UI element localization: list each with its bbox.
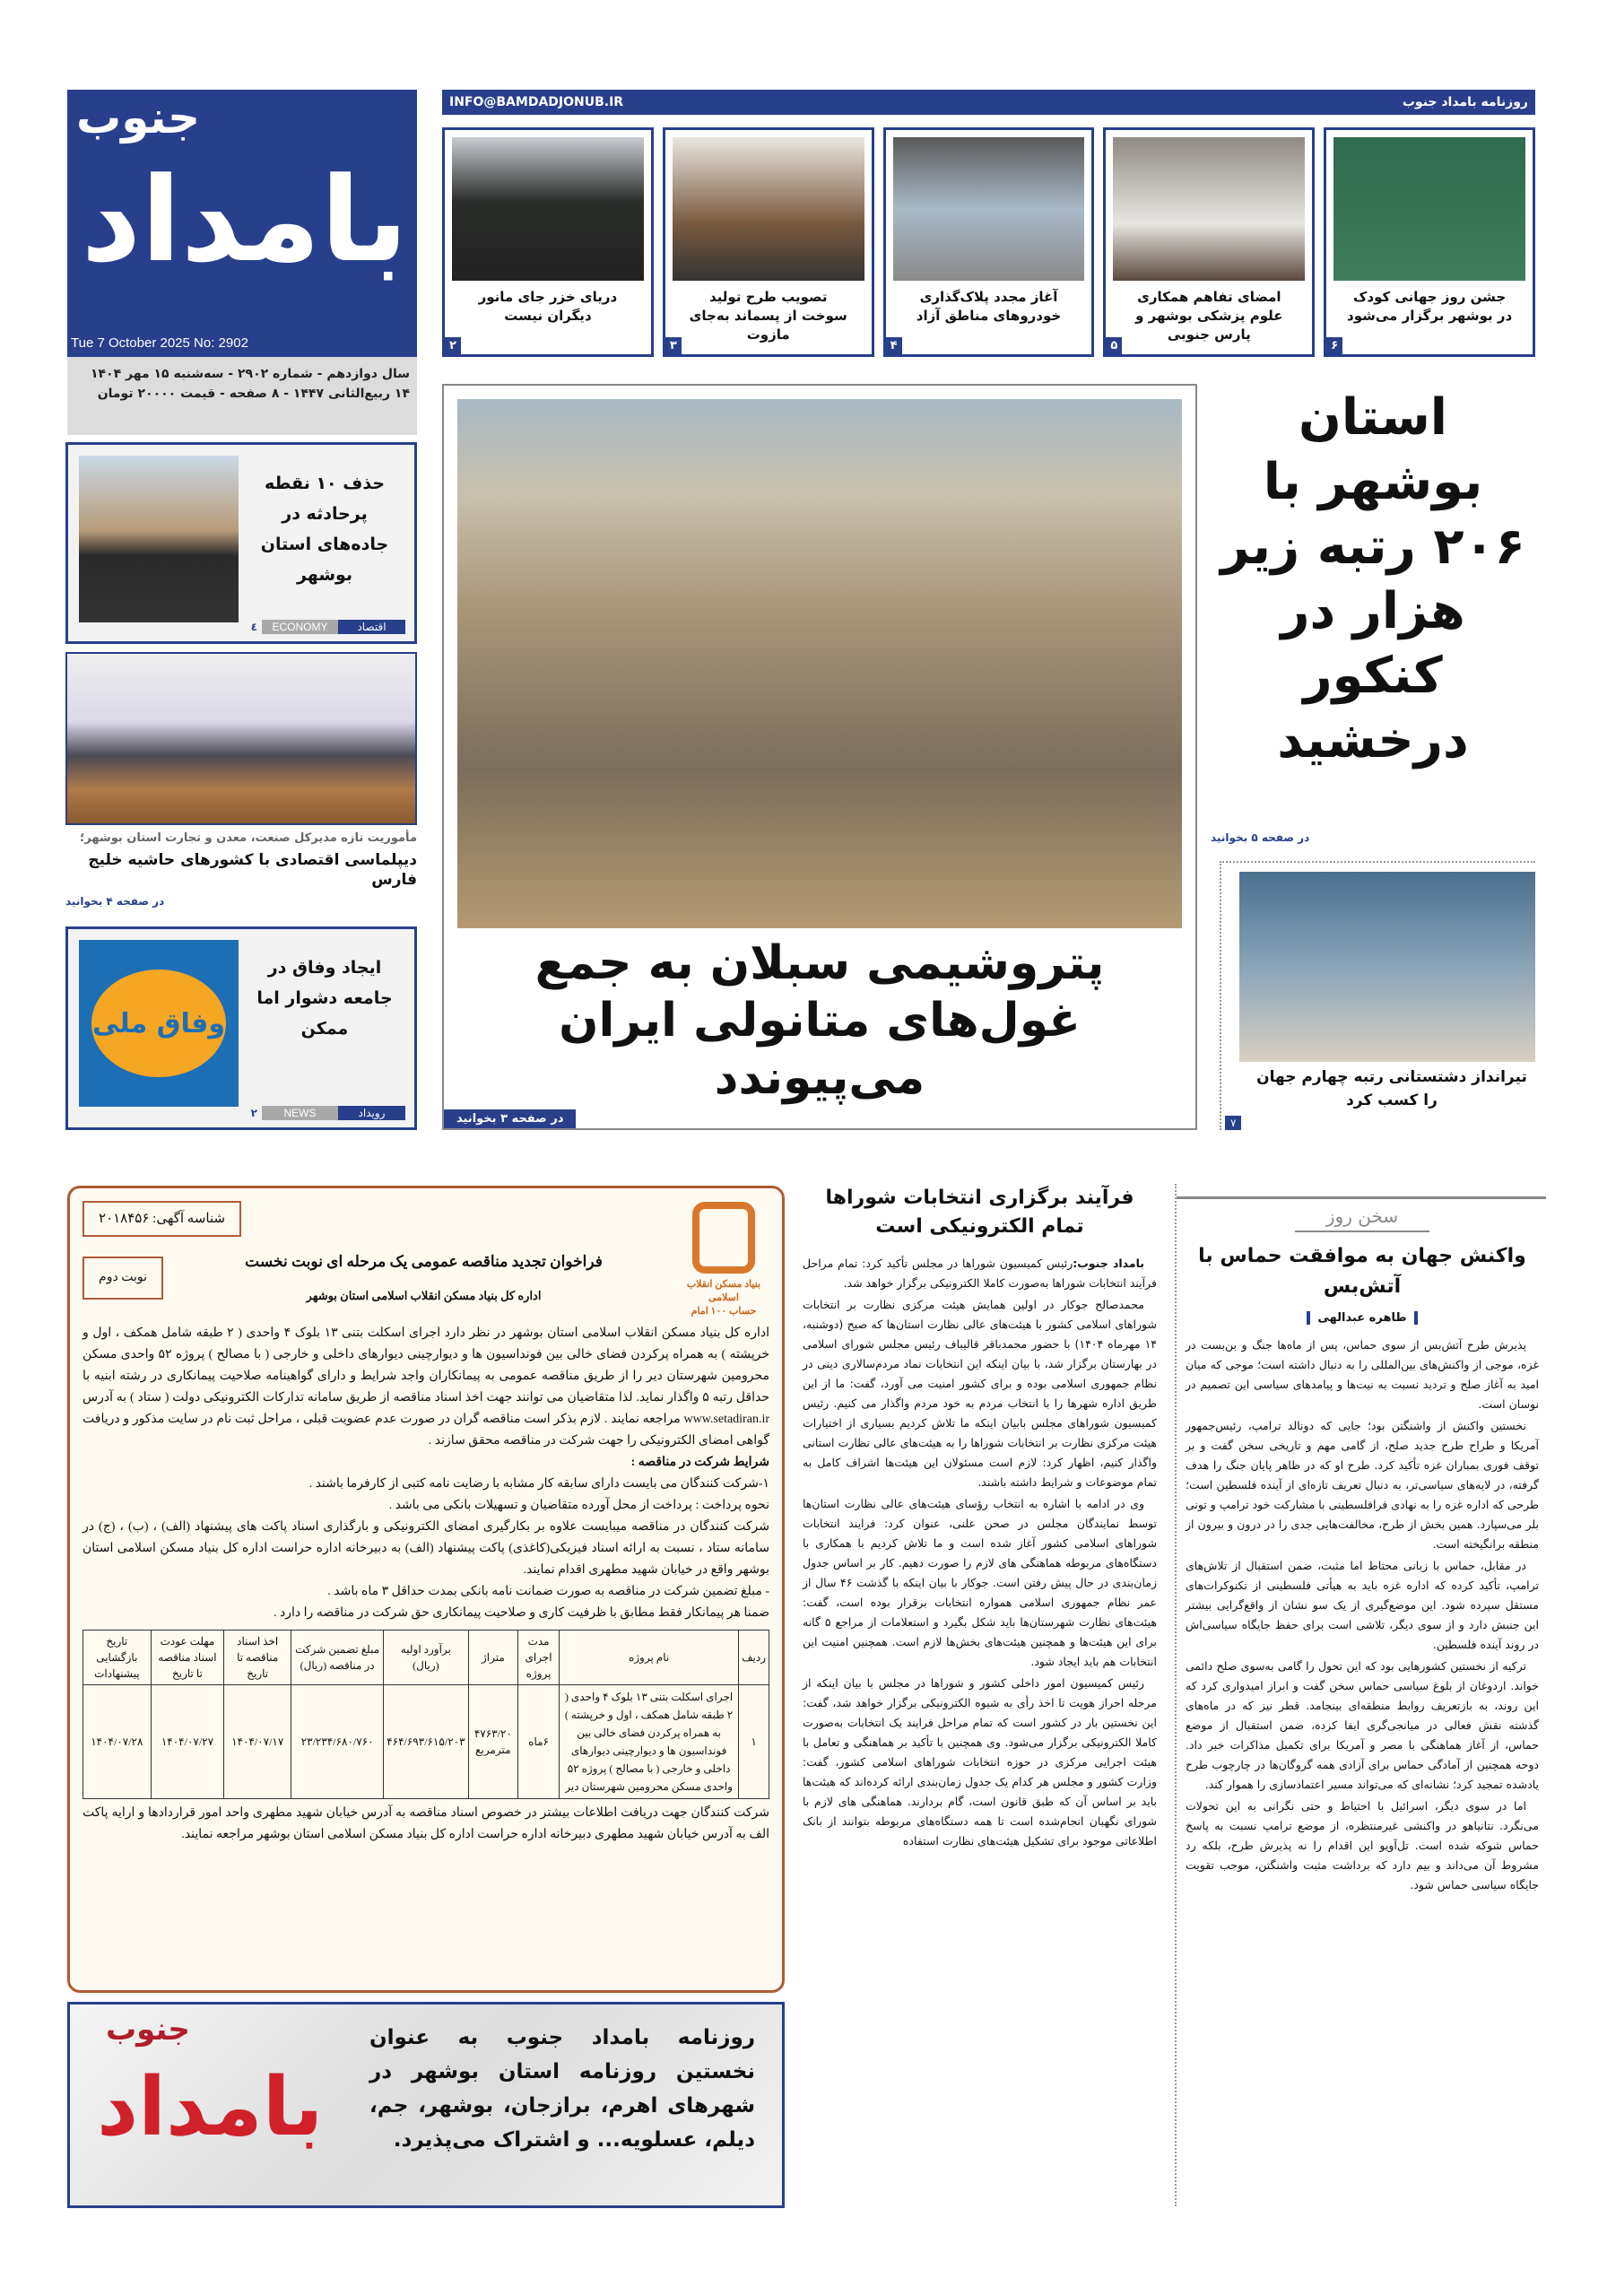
author-name: طاهره عبدالهی [1307,1311,1417,1325]
newspaper-logo: بامداد [81,152,408,288]
page-number: ۲ [445,337,461,354]
top-bar [442,90,1535,115]
economy-teaser[interactable] [65,442,417,644]
col-header: نام پروژه [560,1631,739,1685]
ad-logo: بامداد [97,2060,324,2154]
cell: اجرای اسکلت بتنی ۱۳ بلوک ۴ واحدی ( ۲ طبقه شامل همکف ، اول و خرپشته ) به همراه پرکردن فضای خالی بین فونداسیون ها و دیوارچینی دیوارهای داخلی و خارجی ( با مصالح ) پروژه ۵۲ واحدی مسکن محرومین شهرستان دیر [560,1685,739,1799]
teaser-card[interactable] [1103,127,1315,357]
col-header: متراژ [468,1631,517,1685]
column-kicker: سخن روز [1325,1205,1399,1227]
page-number: ۳ [665,337,682,354]
tag-en: NEWS [262,1106,338,1120]
read-more-link[interactable]: در صفحه ۳ بخوانید [444,1109,576,1128]
teaser-photo [1333,137,1525,281]
read-more-link[interactable]: در صفحه ۴ بخوانید [65,895,165,908]
english-date: Tue 7 October 2025 No: 2902 [71,335,248,351]
tender-intro: اداره کل بنیاد مسکن انقلاب اسلامی استان بوشهر در نظر دارد اجرای اسکلت بتنی ۱۳ بلوک ۴ واحدی ( ۲ طبقه شامل همکف ، اول و خرپشته ) به همراه پرکردن فضای خالی بین فونداسیون ها و دیوارچینی دیوارهای داخلی و خارجی ( با مصالح ) پروژه ۵۲ واحدی مسکن محرومین شهرستان دیر را از طریق مناقصه عمومی به پیمانکاران واجد شرایط و دارای گواهینامه صلاحیت پیمانکاری در رشته ابنیه با حداقل رتبه ۵ واگذار نماید. لذا متقاضیان می توانند جهت اخذ اسناد مناقصه از طریق سامانه تدارکات الکترونیکی دولت ( ستاد ) به آدرس www.setadiran.ir مراجعه نمایند . لازم بذکر است مناقصه گران در صورت عدم عضویت قبلی ، مراحل ثبت نام در سایت مذکور و دریافت گواهی امضای الکترونیکی را جهت شرکت در مناقصه محقق سازند . [83,1326,770,1448]
col-header: مدت اجرای پروژه [518,1631,560,1685]
tender-advertisement [67,1186,785,1993]
condition-item: - مبلغ تضمین شرکت در مناقصه به صورت ضمانت نامه بانکی بمدت حداقل ۳ ماه باشد . [327,1585,769,1598]
conditions-title: شرایط شرکت در مناقصه : [630,1456,769,1469]
headline-text: استان بوشهر با ۲۰۶ رتبه زیر هزار در کنکور درخشید [1220,388,1525,770]
news-teaser[interactable] [65,926,417,1130]
tender-footer: شرکت کنندگان جهت دریافت اطلاعات بیشتر در خصوص اسناد مناقصه به آدرس خیابان شهید مطهری واحد امور قراردادها و ارایه پاکت الف به آدرس خیابان شهید مطهری دبیرخانه اداره حراست اداره کل بنیاد مسکن اسلامی استان بوشهر مراجعه نمایند. [83,1806,769,1841]
section-tag [247,620,405,634]
teaser-title: تصویب طرح تولید سوخت از پسماند به‌جای مازوت [689,289,847,343]
issue-line-1: سال دوازدهم - شماره ۲۹۰۲ - سه‌شنبه ۱۵ مهر ۱۴۰۴ [90,367,410,381]
page-number: ۴ [886,337,902,354]
page-number: ٤ [250,621,257,633]
shooter-photo [1239,872,1535,1062]
condition-item: نحوه پرداخت : پرداخت از محل آورده متقاضیان و تسهیلات بانکی می باشد . [388,1499,769,1512]
teaser-title: تیرانداز دشتستانی رتبه چهارم جهان را کسب کرد [1256,1068,1527,1109]
table-row [83,1685,769,1799]
issue-info [67,357,417,435]
col-header: اخذ اسناد مناقصه تا تاریخ [224,1631,291,1685]
editorial-article [1175,1184,1542,2206]
cell: ۱۴۰۴/۰۷/۱۷ [224,1685,291,1799]
teaser-card[interactable] [442,127,654,357]
condition-item: شرکت کنندگان در مناقصه میبایست علاوه بر بکارگیری امضای الکترونیکی و بارگذاری اسناد پاکت های پیشنهاد (الف) ، (ب) ، (ج) در سامانه ستاد ، نسبت به ارائه اسناد فیزیکی(کاغذی) پاکت پیشنهاد (الف) به دبیرخانه اداره حراست اداره کل بنیاد مسکن اسلامی استان بوشهر واقع در خیابان شهید مطهری اقدام نمایند. [83,1520,769,1577]
read-more-link[interactable]: در صفحه ۵ بخوانید [1211,831,1310,844]
elections-article [803,1184,1157,1853]
page-number: ۲ [250,1107,257,1119]
teaser-photo [893,137,1085,281]
page-number: ۶ [1326,337,1342,354]
ad-id: شناسه آگهی: ۲۰۱۸۴۵۶ [83,1201,241,1237]
masthead [67,90,417,435]
petrochemical-plant-photo [457,399,1182,928]
teaser-photo [452,137,644,281]
round-label: نوبت دوم [83,1257,163,1300]
teaser-card[interactable] [1324,127,1535,357]
article-title: فرآیند برگزاری انتخابات شوراها تمام الکترونیکی است [825,1187,1134,1238]
issue-line-2: ۱۴ ربیع‌الثانی ۱۴۴۷ - ۸ صفحه - قیمت ۲۰۰۰۰ تومان [97,387,410,401]
teaser-title: جشن روز جهانی کودک در بوشهر برگزار می‌شود [1347,289,1513,324]
cell: ۶ماه [518,1685,560,1799]
article-paragraph: محمدصالح جوکار در اولین همایش هیئت مرکزی نظارت بر انتخابات شوراهای اسلامی کشور با هیئت‌های عالی نظارت استان‌ها که صبح (دوشنبه، ۱۴ مهرماه ۱۴۰۴) با حضور محمدباقر قالیباف رئیس مجلس شورای اسلامی در بهارستان برگزار شد، با بیان اینکه این انتخابات نماد مردم‌سالاری دینی در نظام جمهوری اسلامی بوده و برای کشور امنیت می آورد، گفت: ما از این طریق اداره شهرها را با انتخاب مردم به خود مردم واگذار می کنیم. رئیس کمیسیون شوراهای مجلس بابیان اینکه ما تلاش کردیم بسیاری از اختیارات هیئت مرکزی نظارت بر انتخابات شوراها را به هیئت‌های عالی نظارت استانی واگذار کنیم، اظهار کرد: لازم است مسئولان این هیئت‌ها اشراف کامل به تمام موضوعات و شرایط داشته باشند. [803,1298,1157,1489]
tag-en: ECONOMY [262,620,338,634]
cell: ۲۳/۲۳۴/۶۸۰/۷۶۰ [291,1685,384,1799]
teaser-photo [673,137,864,281]
konkur-headline[interactable] [1211,386,1535,857]
teaser-title: ایجاد وفاق در جامعه دشوار اما ممکن [256,958,393,1039]
sport-teaser[interactable] [1220,861,1535,1130]
byline-source: بامداد جنوب: [1073,1257,1144,1270]
cell: ۴۶۴/۶۹۳/۶۱۵/۲۰۳ [384,1685,469,1799]
tender-title: فراخوان تجدید مناقصه عمومی یک مرحله ای نوبت نخست [245,1253,603,1270]
col-header: تاریخ بازگشایی پیشنهادات [83,1631,152,1685]
subscription-ad[interactable] [67,2002,785,2208]
col-header: ردیف [739,1631,769,1685]
road-roller-photo [79,456,239,622]
article-paragraph: در مقابل، حماس با زبانی محتاط اما مثبت، ضمن استقبال از تلاش‌های ترامپ، تأکید کرده که اداره غزه باید به هیأتی فلسطینی از تکنوکرات‌های مستقل سپرده شود. این موضع‌گیری از یک سو نشان از واقع‌گرایی بیشتر این جنبش دارد و از سوی دیگر، تلاشی است برای حفظ جایگاه سیاسی‌اش در روند آینده فلسطین. [1186,1559,1539,1651]
teaser-strip [442,127,1535,357]
section-tag [247,1106,405,1120]
page-number: ۵ [1106,337,1122,354]
col-header: مبلغ تضمین شرکت در مناقصه (ریال) [291,1631,384,1685]
lead-story[interactable] [442,384,1197,1130]
tag-fa: رویداد [338,1106,405,1120]
cell: ۱ [739,1685,769,1799]
article-paragraph: ترکیه از نخستین کشورهایی بود که این تحول را گامی به‌سوی صلح دائمی خواند. اردوغان از بلوغ سیاسی حماس سخن گفت و ابراز امیدواری کرد که این روند، به بازتعریف روابط منطقه‌ای بینجامد. قطر نیز که در ماه‌های گذشته نقش فعالی در میانجی‌گری ایفا کرده، ضمن استقبال از موضع حماس، از آغاز هماهنگی با مصر و آمریکا برای تکمیل مذاکرات خبر داد. دوحه همچنین از آمادگی حماس برای آزادی همه گروگان‌ها در چارچوب طرح یادشده تمجید کرد؛ نشانه‌ای که می‌تواند مسیر اعتمادسازی را هموار کند. [1186,1659,1539,1791]
condition-item: ضمنا هر پیمانکار فقط مطابق با ظرفیت کاری و صلاحیت پیمانکاری حق شرکت در مناقصه را دارد . [274,1606,769,1620]
article-lead: رئیس کمیسیون شوراها در مجلس تأکید کرد: تمام مراحل فرآیند انتخابات شوراها به‌صورت کاملا الکترونیکی برگزار خواهد شد. [803,1257,1157,1290]
story-kicker: مأموریت تازه مدیرکل صنعت، معدن و تجارت استان بوشهر؛ [80,831,417,845]
newspaper-name: روزنامه بامداد جنوب [1402,95,1528,109]
story-economic-diplomacy[interactable] [65,831,417,909]
page-number: ۷ [1225,1116,1241,1130]
article-paragraph: پذیرش طرح آتش‌بس از سوی حماس، پس از ماه‌ها جنگ و بن‌بست در غزه، موجی از واکنش‌های بین‌المللی را به دنبال داشته است؛ موجی که میان امید به آغاز صلح و تردید نسبت به نیت‌ها و پیامدهای سیاسی این تصمیم در نوسان است. [1186,1338,1539,1411]
tender-subtitle: اداره کل بنیاد مسکن انقلاب اسلامی استان بوشهر [306,1289,542,1302]
national-accord-logo: وفاق ملی [79,940,239,1107]
cell: ۱۴۰۴/۰۷/۲۷ [151,1685,224,1799]
story-title: دیپلماسی اقتصادی با کشورهای حاشیه خلیج فارس [88,851,417,889]
col-header: برآورد اولیه (ریال) [384,1631,469,1685]
ad-logo-sub: جنوب [106,2012,190,2048]
article-paragraph: رئیس کمیسیون امور داخلی کشور و شوراها در مجلس با بیان اینکه از مرحله احراز هویت تا اخذ رأی به شیوه الکترونیکی برگزار خواهد شد، گفت: این نخستین بار در کشور است که تمام مراحل فرایند یک انتخابات به‌صورت کاملا الکترونیکی برگزار می‌شود. وی همچنین با تأکید بر هماهنگی و تعامل با هیئت اجرایی مرکزی در حوزه انتخابات شوراهای اسلامی کشور، گفت: وزارت کشور و مجلس هر کدام یک جدول زمان‌بندی ارائه کرده‌اند که هیئت‌ها باید بر اساس آن که طبق قانون است، گام بردارند. هماهنگی های لازم با شورای نگهبان انجام‌شده است تا همه دستگاه‌های مربوطه بتوانند از بانک اطلاعاتی موجود برای تشکیل هیئت‌های نظارت استفاده [803,1676,1157,1848]
tag-fa: اقتصاد [338,620,405,634]
teaser-card[interactable] [883,127,1095,357]
article-title: واکنش جهان به موافقت حماس با آتش‌بس [1198,1245,1526,1298]
tender-table [83,1630,769,1799]
teaser-photo [1113,137,1305,281]
email-link[interactable]: INFO@BAMDADJONUB.IR [449,95,624,109]
ad-text: روزنامه بامداد جنوب به عنوان نخستین روزنامه استان بوشهر در شهرهای اهرم، برازجان، بوشهر، جم، دیلم، عسلویه... و اشتراک می‌پذیرد. [369,2026,755,2152]
newspaper-logo-sub: جنوب [76,91,201,144]
meeting-photo [65,652,417,825]
teaser-title: دریای خزر جای مانور دیگران نیست [478,289,618,324]
article-paragraph: نخستین واکنش از واشنگتن بود؛ جایی که دونالد ترامپ، رئیس‌جمهور آمریکا و طراح طرح جدید صلح، از گامی مهم و تاریخی سخن گفت و بر توقف فوری بمباران غزه تأکید کرد. طرح او که در ظاهر پایان جنگ را هدف گرفته، در لایه‌های سیاسی‌تر، به دنبال تعریف تازه‌ای از آینده فلسطین است؛ طرحی که اداره غزه را به نهادی فرافلسطینی با مشارکت خود ترامپ و تونی بلر می‌سپارد. همین بخش از طرح، مخالفت‌هایی جدی را در درون و بیرون از منطقه برانگیخته است. [1186,1419,1539,1551]
article-paragraph: اما در سوی دیگر، اسرائیل با احتیاط و حتی نگرانی به این تحولات می‌نگرد. نتانیاهو در واکنشی غیرمنتظره، از موضع ترامپ نسبت به پاسخ حماس شوکه شده است. تل‌آویو این اقدام را نه پذیرش طرح، بلکه رد مشروط آن می‌داند و بیم دارد که برداشت مثبت واشنگتن، موجب تقویت جایگاه سیاسی حماس شود. [1186,1799,1539,1892]
condition-item: ۱-شرکت کنندگان می بایست دارای سابقه کار مشابه با رضایت نامه کتبی از کارفرما باشند . [308,1477,769,1491]
teaser-title: آغاز مجدد پلاک‌گذاری خودروهای مناطق آزاد [916,289,1062,324]
teaser-title: امضای تفاهم همکاری علوم پزشکی بوشهر و پارس جنوبی [1135,289,1283,343]
teaser-card[interactable] [663,127,874,357]
lead-headline: پتروشیمی سبلان به جمع غول‌های متانولی ایران می‌پیوندد [534,936,1105,1105]
cell: ۱۴۰۴/۰۷/۲۸ [83,1685,152,1799]
teaser-title: حذف ۱۰ نقطه پرحادثه در جاده‌های استان بوشهر [260,474,389,585]
col-header: مهلت عودت اسناد مناقصه تا تاریخ [151,1631,224,1685]
housing-foundation-logo: بنیاد مسکن انقلاب اسلامی حساب ۱۰۰ امام [679,1197,769,1314]
cell: ۴۷۶۳/۲۰ مترمربع [468,1685,517,1799]
article-paragraph: وی در ادامه با اشاره به انتخاب رؤسای هیئت‌های عالی نظارت استان‌ها توسط نمایندگان مجلس در صحن علنی، عنوان کرد: فرایند انتخابات شوراهای اسلامی کشور آغاز شده است و ما تلاش کردیم با همکاری با دستگاه‌های مربوطه هماهنگی های لازم را صورت دهیم. کار بر اساس جدول زمان‌بندی در حال پیش رفتن است. جوکار با بیان اینکه با گذشت ۴۶ سال از عمر نظام جمهوری اسلامی همواره انتخابات برقرار بوده است، گفت: هیئت‌های نظارت شهرستان‌ها باید شکل بگیرد و استعلامات از مراجع ۵ گانه برای این هیئت‌ها و همچنین هیئت‌های بخش‌ها لازم است. همچنین امنیت این انتخابات هم باید ایجاد شود. [803,1497,1157,1668]
